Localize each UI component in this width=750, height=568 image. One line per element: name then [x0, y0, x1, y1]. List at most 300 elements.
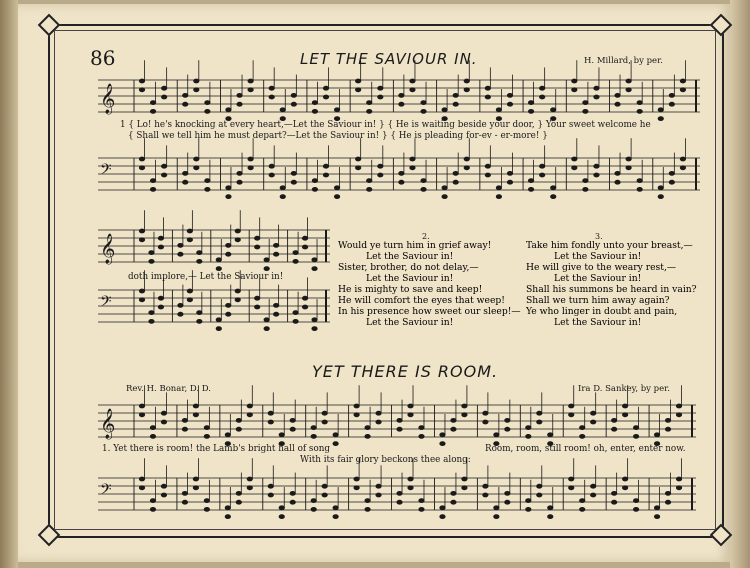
note-head — [312, 318, 317, 322]
note-head — [248, 88, 253, 92]
note-head — [669, 180, 674, 184]
note-head — [594, 95, 599, 99]
note-head — [551, 108, 556, 112]
note-head — [680, 88, 685, 92]
note-head — [580, 435, 585, 439]
note-head — [178, 252, 183, 256]
verse-line: He will comfort the eyes that weep! — [338, 295, 505, 306]
note-head — [225, 515, 230, 519]
lyric-line: 1 { Lo! he's knocking at every heart,—Let the Saviour in! } { He is waiting beside your door, } Your sweet welcome he — [120, 120, 651, 130]
note-head — [528, 110, 533, 114]
verse-line: Ye who linger in doubt and pain, — [526, 306, 678, 317]
note-head — [311, 426, 316, 430]
note-head — [494, 433, 499, 437]
note-head — [354, 404, 359, 408]
note-head — [485, 164, 490, 168]
treble-clef-icon: 𝄞 — [100, 409, 116, 440]
note-head — [225, 433, 230, 437]
note-head — [187, 238, 192, 242]
note-head — [451, 427, 456, 431]
note-head — [594, 164, 599, 168]
note-head — [615, 180, 620, 184]
note-head — [634, 499, 639, 503]
note-head — [139, 477, 144, 481]
note-head — [187, 229, 192, 233]
note-head — [268, 493, 273, 497]
note-head — [247, 413, 252, 417]
note-head — [591, 420, 596, 424]
note-head — [269, 173, 274, 177]
note-head — [580, 499, 585, 503]
note-head — [356, 79, 361, 83]
note-head — [626, 166, 631, 170]
bass-clef-icon: 𝄢 — [100, 481, 112, 503]
note-head — [580, 508, 585, 512]
note-head — [453, 94, 458, 98]
note-head — [226, 108, 231, 112]
treble-clef-icon: 𝄞 — [100, 84, 116, 115]
note-head — [626, 79, 631, 83]
note-head — [526, 435, 531, 439]
note-head — [183, 102, 188, 106]
note-head — [139, 229, 144, 233]
note-head — [290, 500, 295, 504]
note-head — [365, 435, 370, 439]
note-head — [194, 166, 199, 170]
note-head — [569, 477, 574, 481]
note-head — [569, 486, 574, 490]
note-head — [464, 166, 469, 170]
note-head — [548, 506, 553, 510]
note-head — [162, 164, 167, 168]
note-head — [548, 433, 553, 437]
note-head — [274, 304, 279, 308]
verse-line: Let the Saviour in! — [554, 251, 642, 262]
note-head — [226, 186, 231, 190]
note-head — [676, 404, 681, 408]
note-head — [654, 433, 659, 437]
note-head — [322, 493, 327, 497]
note-head — [150, 435, 155, 439]
note-head — [183, 94, 188, 98]
note-head — [236, 492, 241, 496]
note-head — [334, 108, 339, 112]
note-head — [268, 420, 273, 424]
verse-line: He is mighty to save and keep! — [338, 284, 483, 295]
note-head — [255, 296, 260, 300]
note-head — [194, 88, 199, 92]
verse-number: 3. — [595, 232, 603, 241]
note-head — [333, 433, 338, 437]
note-head — [496, 195, 501, 199]
note-head — [205, 179, 210, 183]
note-head — [440, 442, 445, 446]
note-head — [507, 180, 512, 184]
lyric-line: 1. Yet there is room! the Lamb's bright hall of song — [102, 444, 331, 454]
note-head — [322, 411, 327, 415]
verse-line: Let the Saviour in! — [366, 273, 454, 284]
note-head — [269, 95, 274, 99]
note-head — [193, 413, 198, 417]
note-head — [226, 252, 231, 256]
note-head — [150, 110, 155, 114]
verse-2 — [338, 240, 521, 328]
note-head — [669, 102, 674, 106]
note-head — [312, 258, 317, 262]
note-head — [291, 94, 296, 98]
note-head — [421, 101, 426, 105]
verse-line: Sister, brother, do not delay,— — [338, 262, 479, 273]
note-head — [226, 304, 231, 308]
note-head — [397, 427, 402, 431]
note-head — [485, 86, 490, 90]
note-head — [623, 404, 628, 408]
note-head — [378, 164, 383, 168]
note-head — [548, 515, 553, 519]
note-head — [537, 420, 542, 424]
note-head — [637, 179, 642, 183]
note-head — [665, 427, 670, 431]
note-head — [139, 289, 144, 293]
note-head — [162, 95, 167, 99]
note-head — [139, 413, 144, 417]
note-head — [274, 244, 279, 248]
note-head — [333, 515, 338, 519]
note-head — [583, 179, 588, 183]
note-head — [408, 477, 413, 481]
note-head — [615, 94, 620, 98]
note-head — [150, 188, 155, 192]
note-head — [464, 88, 469, 92]
note-head — [537, 493, 542, 497]
composer-credit: H. Millard, by per. — [584, 56, 663, 66]
note-head — [658, 117, 663, 121]
note-head — [139, 486, 144, 490]
note-head — [654, 506, 659, 510]
note-head — [235, 298, 240, 302]
note-head — [637, 188, 642, 192]
note-head — [255, 245, 260, 249]
note-head — [204, 508, 209, 512]
note-head — [665, 500, 670, 504]
note-head — [376, 484, 381, 488]
note-head — [526, 499, 531, 503]
note-head — [269, 164, 274, 168]
note-head — [293, 311, 298, 315]
note-head — [149, 311, 154, 315]
page-number: 86 — [90, 46, 116, 70]
note-head — [216, 318, 221, 322]
note-head — [323, 95, 328, 99]
note-head — [248, 166, 253, 170]
note-head — [311, 499, 316, 503]
note-head — [419, 426, 424, 430]
note-head — [483, 411, 488, 415]
note-head — [367, 188, 372, 192]
note-head — [453, 102, 458, 106]
note-head — [139, 79, 144, 83]
note-head — [494, 506, 499, 510]
note-head — [594, 86, 599, 90]
note-head — [507, 102, 512, 106]
note-head — [442, 195, 447, 199]
note-head — [410, 166, 415, 170]
note-head — [162, 173, 167, 177]
note-head — [399, 94, 404, 98]
note-head — [483, 493, 488, 497]
note-head — [528, 101, 533, 105]
note-head — [442, 186, 447, 190]
note-head — [612, 419, 617, 423]
composer-credit: Ira D. Sankey, by per. — [578, 384, 670, 394]
note-head — [419, 508, 424, 512]
note-head — [334, 186, 339, 190]
note-head — [158, 296, 163, 300]
note-head — [236, 419, 241, 423]
note-head — [162, 86, 167, 90]
note-head — [612, 427, 617, 431]
note-head — [269, 86, 274, 90]
note-head — [376, 420, 381, 424]
note-head — [150, 426, 155, 430]
bass-clef-icon: 𝄢 — [100, 161, 112, 183]
note-head — [537, 411, 542, 415]
note-head — [440, 515, 445, 519]
note-head — [572, 157, 577, 161]
note-head — [442, 108, 447, 112]
note-head — [235, 289, 240, 293]
note-head — [680, 157, 685, 161]
note-head — [408, 413, 413, 417]
note-head — [158, 305, 163, 309]
note-head — [293, 251, 298, 255]
note-head — [312, 327, 317, 331]
note-head — [197, 311, 202, 315]
note-head — [178, 244, 183, 248]
note-head — [634, 435, 639, 439]
note-head — [354, 486, 359, 490]
note-head — [247, 404, 252, 408]
note-head — [235, 238, 240, 242]
note-head — [410, 157, 415, 161]
note-head — [139, 166, 144, 170]
note-head — [225, 506, 230, 510]
note-head — [580, 426, 585, 430]
note-head — [623, 486, 628, 490]
note-head — [410, 88, 415, 92]
note-head — [193, 486, 198, 490]
note-head — [397, 492, 402, 496]
note-head — [378, 86, 383, 90]
note-head — [255, 236, 260, 240]
note-head — [451, 419, 456, 423]
note-head — [183, 180, 188, 184]
note-head — [161, 493, 166, 497]
verse-line: Shall his summons be heard in vain? — [526, 284, 697, 295]
note-head — [280, 108, 285, 112]
note-head — [280, 195, 285, 199]
note-head — [322, 420, 327, 424]
verse-line: Let the Saviour in! — [554, 273, 642, 284]
note-head — [216, 267, 221, 271]
note-head — [551, 186, 556, 190]
note-head — [483, 484, 488, 488]
note-head — [365, 499, 370, 503]
note-head — [290, 427, 295, 431]
note-head — [367, 101, 372, 105]
note-head — [528, 188, 533, 192]
note-head — [591, 411, 596, 415]
note-head — [204, 499, 209, 503]
note-head — [505, 419, 510, 423]
note-head — [158, 236, 163, 240]
note-head — [194, 79, 199, 83]
note-head — [197, 251, 202, 255]
note-head — [187, 298, 192, 302]
note-head — [161, 411, 166, 415]
note-head — [421, 188, 426, 192]
note-head — [399, 180, 404, 184]
note-head — [669, 94, 674, 98]
note-head — [376, 411, 381, 415]
note-head — [451, 492, 456, 496]
note-head — [665, 492, 670, 496]
note-head — [440, 506, 445, 510]
note-head — [139, 238, 144, 242]
note-head — [356, 157, 361, 161]
note-head — [680, 79, 685, 83]
note-head — [583, 110, 588, 114]
note-head — [526, 426, 531, 430]
verse-line: Would ye turn him in grief away! — [338, 240, 492, 251]
note-head — [268, 484, 273, 488]
note-head — [540, 164, 545, 168]
note-head — [264, 318, 269, 322]
note-head — [311, 435, 316, 439]
note-head — [356, 88, 361, 92]
note-head — [634, 426, 639, 430]
note-head — [408, 404, 413, 408]
note-head — [194, 157, 199, 161]
note-head — [178, 304, 183, 308]
note-head — [365, 508, 370, 512]
note-head — [658, 186, 663, 190]
note-head — [323, 164, 328, 168]
note-head — [333, 506, 338, 510]
note-head — [540, 95, 545, 99]
note-head — [658, 108, 663, 112]
note-head — [178, 312, 183, 316]
note-head — [572, 79, 577, 83]
note-head — [302, 305, 307, 309]
verse-line: Take him fondly unto your breast,— — [526, 240, 693, 251]
note-head — [312, 188, 317, 192]
note-head — [149, 251, 154, 255]
note-head — [658, 195, 663, 199]
note-head — [440, 433, 445, 437]
note-head — [505, 500, 510, 504]
note-head — [187, 289, 192, 293]
note-head — [378, 95, 383, 99]
note-head — [356, 166, 361, 170]
note-head — [322, 484, 327, 488]
note-head — [569, 404, 574, 408]
note-head — [376, 493, 381, 497]
note-head — [483, 420, 488, 424]
song-title: YET THERE IS ROOM. — [312, 362, 499, 381]
note-head — [205, 110, 210, 114]
note-head — [507, 172, 512, 176]
note-head — [540, 173, 545, 177]
note-head — [274, 252, 279, 256]
note-head — [626, 157, 631, 161]
note-head — [268, 411, 273, 415]
note-head — [537, 484, 542, 488]
note-head — [464, 79, 469, 83]
note-head — [419, 499, 424, 503]
note-head — [139, 157, 144, 161]
note-head — [149, 320, 154, 324]
note-head — [399, 102, 404, 106]
note-head — [302, 296, 307, 300]
note-head — [676, 486, 681, 490]
note-head — [453, 180, 458, 184]
note-head — [583, 101, 588, 105]
note-head — [226, 195, 231, 199]
note-head — [247, 477, 252, 481]
note-head — [397, 419, 402, 423]
note-head — [264, 327, 269, 331]
note-head — [526, 508, 531, 512]
treble-clef-icon: 𝄞 — [100, 234, 116, 265]
note-head — [291, 180, 296, 184]
verse-line: Let the Saviour in! — [366, 251, 454, 262]
note-head — [594, 173, 599, 177]
note-head — [669, 172, 674, 176]
note-head — [312, 101, 317, 105]
note-head — [462, 404, 467, 408]
note-head — [139, 404, 144, 408]
note-head — [421, 110, 426, 114]
note-head — [612, 500, 617, 504]
note-head — [237, 102, 242, 106]
note-head — [367, 179, 372, 183]
note-head — [193, 477, 198, 481]
note-head — [279, 515, 284, 519]
lyric-line: doth implore,— Let the Saviour in! — [128, 272, 284, 282]
note-head — [680, 166, 685, 170]
note-head — [676, 413, 681, 417]
note-head — [462, 486, 467, 490]
note-head — [302, 236, 307, 240]
lyric-line: { Shall we tell him he must depart?—Let the Saviour in! } { He is pleading for-ev - er-more! } — [128, 131, 548, 141]
note-head — [197, 260, 202, 264]
verse-line: Let the Saviour in! — [366, 317, 454, 328]
note-head — [255, 305, 260, 309]
note-head — [451, 500, 456, 504]
song-title: LET THE SAVIOUR IN. — [300, 50, 478, 68]
note-head — [572, 166, 577, 170]
note-head — [312, 179, 317, 183]
note-head — [551, 195, 556, 199]
note-head — [464, 157, 469, 161]
lyric-line: Room, room, still room! oh, enter, enter now. — [485, 444, 686, 454]
note-head — [583, 188, 588, 192]
note-head — [205, 101, 210, 105]
note-head — [378, 173, 383, 177]
note-head — [615, 102, 620, 106]
bass-clef-icon: 𝄢 — [100, 293, 112, 315]
